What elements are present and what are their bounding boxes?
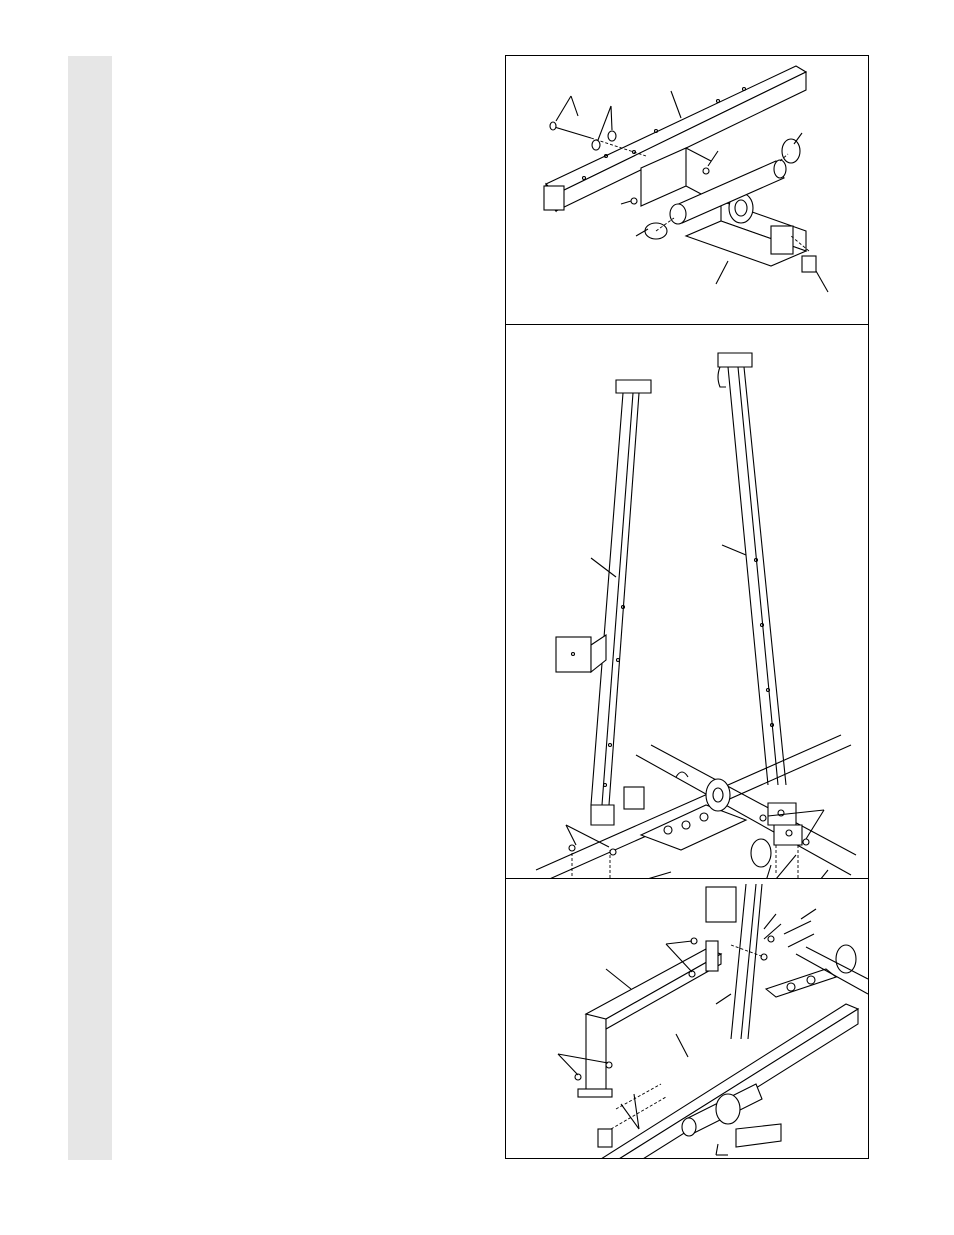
base-frame-assembly-drawing: [506, 56, 868, 324]
rail-end-cap: [544, 186, 564, 210]
page-margin-bar: [68, 56, 112, 1160]
figure-1: [506, 56, 868, 324]
figure-2: [506, 325, 868, 878]
crossbar-assembly-drawing: [506, 879, 868, 1158]
figure-frame: [505, 55, 869, 1159]
upright-assembly-drawing: [506, 325, 868, 878]
figure-3: [506, 879, 868, 1158]
